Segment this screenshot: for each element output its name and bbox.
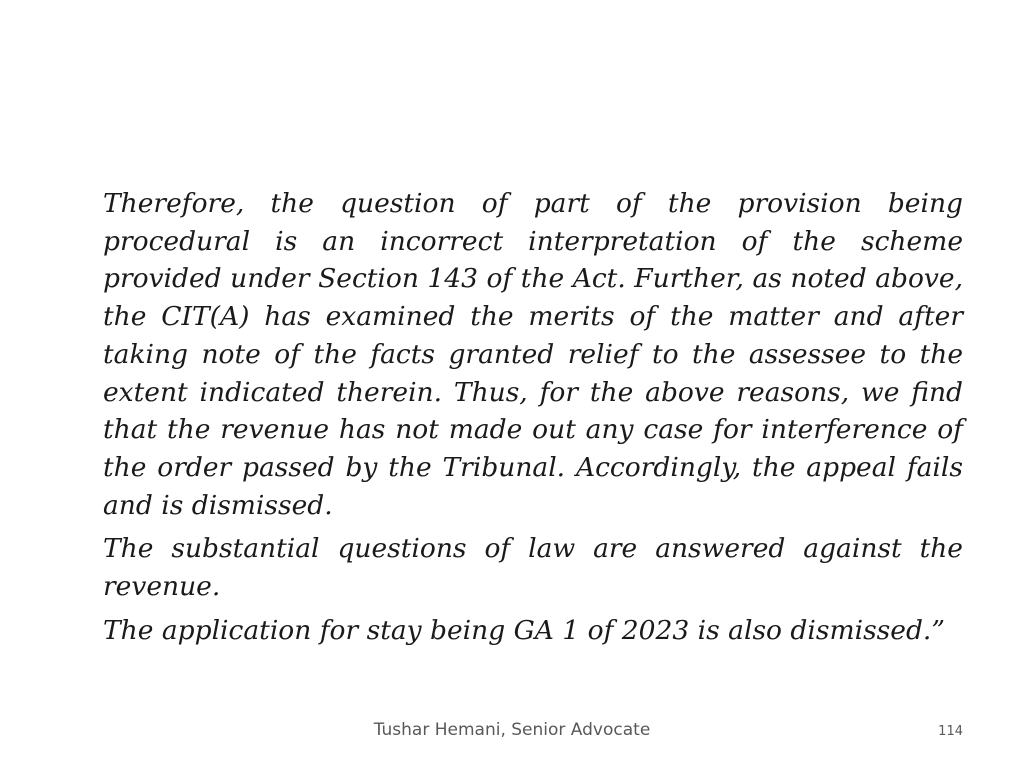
quoted-judgment-text [103, 185, 963, 655]
paragraph-reasoning: Therefore, the question of part of the provision being procedural is an incorrect interpretation of the scheme provided under Section 143 of the Act. Further, as noted above, the CIT(A) has examined the merits of the matter and after taking note of the facts granted relief to the assessee to the extent indicated therein. Thus, for the above reasons, we find that the revenue has not made out any case for interference of the order passed by the Tribunal. Accordingly, the appeal fails and is dismissed. [103, 188, 963, 521]
paragraph-questions-answered: The substantial questions of law are answered against the revenue. [103, 533, 963, 603]
paragraph-stay-application: The application for stay being GA 1 of 2023 is also dismissed.” [103, 614, 945, 646]
footer-author: Tushar Hemani, Senior Advocate [373, 720, 651, 740]
page-number: 114 [938, 724, 963, 739]
